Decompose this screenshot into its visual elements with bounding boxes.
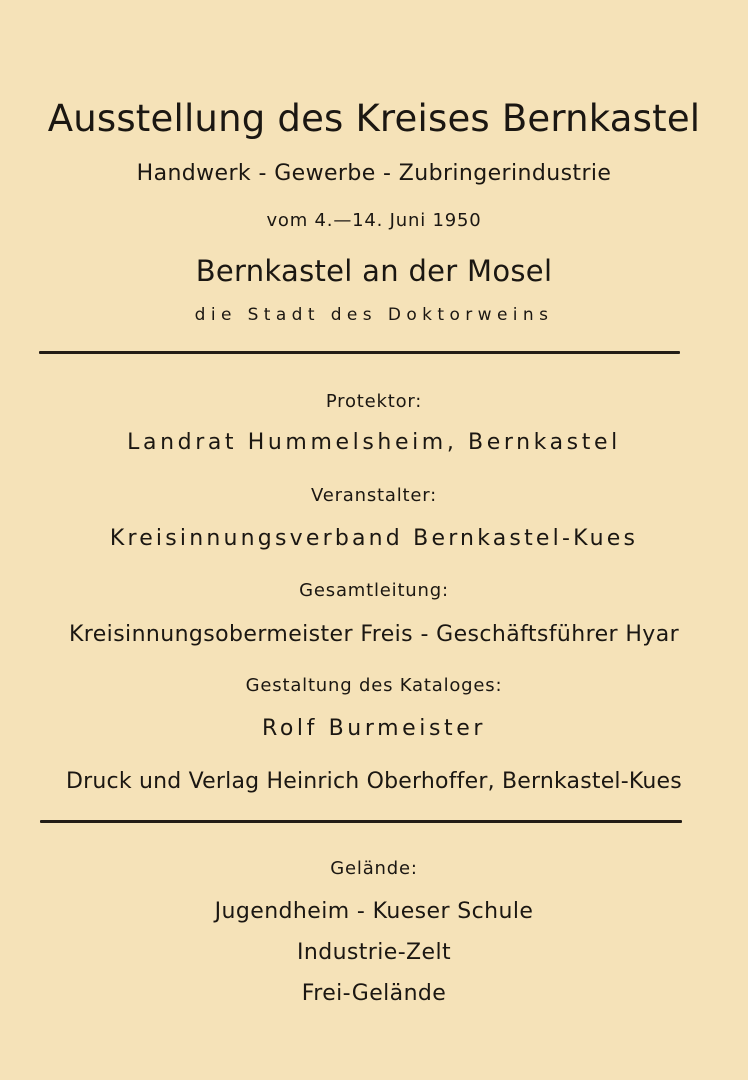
page-subtitle: Handwerk - Gewerbe - Zubringerindustrie bbox=[136, 161, 612, 186]
venue-item: Industrie-Zelt bbox=[296, 940, 451, 965]
top-divider bbox=[39, 351, 680, 354]
page-title: Ausstellung des Kreises Bernkastel bbox=[47, 97, 701, 140]
venue-item: Jugendheim - Kueser Schule bbox=[214, 899, 534, 924]
venue-item: Frei-Gelände bbox=[301, 981, 447, 1006]
veranstalter-label: Veranstalter: bbox=[311, 485, 437, 506]
exhibition-city: Bernkastel an der Mosel bbox=[195, 254, 553, 288]
protektor-value: Landrat Hummelsheim, Bernkastel bbox=[127, 430, 621, 455]
gestaltung-label: Gestaltung des Kataloges: bbox=[245, 675, 503, 696]
veranstalter-value: Kreisinnungsverband Bernkastel-Kues bbox=[109, 526, 639, 551]
gesamtleitung-value: Kreisinnungsobermeister Freis - Geschäftsführer Hyar bbox=[68, 622, 680, 647]
gestaltung-value: Rolf Burmeister bbox=[261, 716, 487, 741]
bottom-divider bbox=[40, 820, 682, 823]
print-credit: Druck und Verlag Heinrich Oberhoffer, Bernkastel-Kues bbox=[66, 769, 682, 794]
city-motto: die Stadt des Doktorweins bbox=[194, 305, 554, 325]
protektor-label: Protektor: bbox=[325, 391, 423, 412]
exhibition-dates: vom 4.—14. Juni 1950 bbox=[266, 210, 482, 231]
venue-label: Gelände: bbox=[330, 858, 418, 879]
gesamtleitung-label: Gesamtleitung: bbox=[299, 580, 449, 601]
